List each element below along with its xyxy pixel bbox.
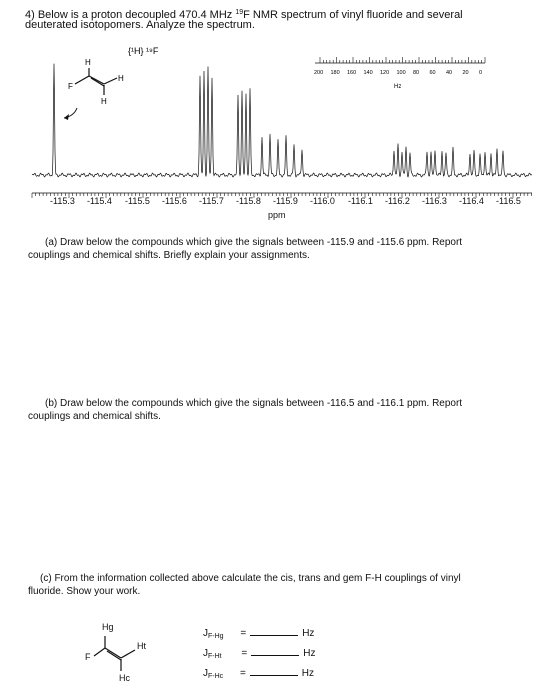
- part-b-line1: (b) Draw below the compounds which give the signals between -116.5 and -116.1 ppm. Report: [45, 398, 463, 409]
- equals-sign: =: [239, 668, 246, 679]
- atom-hc: Hc: [119, 673, 130, 683]
- mol-atom-h-right: H: [118, 74, 124, 83]
- answer-blank-gem[interactable]: [250, 626, 298, 636]
- j-symbol: J: [203, 668, 208, 679]
- ppm-tick-label: -115.4: [87, 196, 112, 206]
- arrow-head-icon: [64, 114, 69, 120]
- atom-f: F: [85, 652, 91, 662]
- hz-scale-bar: [315, 57, 485, 63]
- j-subscript: F-Ht: [208, 653, 222, 660]
- hz-scale-label: 160: [347, 70, 357, 76]
- part-c-line2: fluoride. Show your work.: [28, 586, 141, 597]
- question-text-cont: F NMR spectrum of vinyl fluoride and several: [243, 9, 463, 21]
- ppm-axis-unit: ppm: [268, 210, 286, 220]
- mol-atom-f: F: [68, 82, 73, 91]
- coupling-row-cis: [203, 666, 314, 680]
- labeled-vinyl-fluoride: [85, 618, 165, 690]
- spectrum-trace: [32, 64, 532, 177]
- j-subscript: F-Hg: [208, 633, 224, 640]
- ppm-tick-label: -116.3: [422, 196, 447, 206]
- question-text: Below is a proton decoupled 470.4 MHz: [37, 9, 236, 21]
- hz-scale-label: 180: [330, 70, 340, 76]
- answer-blank-cis[interactable]: [250, 666, 298, 676]
- mol-atom-h-top: H: [85, 58, 91, 67]
- ppm-tick-label: -116.5: [496, 196, 521, 206]
- ppm-tick-label: -115.8: [236, 196, 261, 206]
- j-subscript: F-Hc: [208, 673, 224, 680]
- unit-hz: Hz: [302, 628, 315, 639]
- ppm-tick-labels: [0, 196, 539, 208]
- hz-scale-label: 120: [380, 70, 390, 76]
- hz-scale-label: 20: [462, 70, 469, 76]
- part-a-line1: (a) Draw below the compounds which give the signals between -115.9 and -115.6 ppm. Report: [45, 237, 463, 248]
- part-b-line2: couplings and chemical shifts.: [28, 411, 161, 422]
- hz-scale-label: 140: [363, 70, 373, 76]
- j-symbol: J: [203, 648, 208, 659]
- hz-scale-label: 0: [479, 70, 483, 76]
- j-symbol: J: [203, 628, 208, 639]
- isotope-superscript: 19: [235, 9, 244, 16]
- ppm-tick-label: -115.7: [199, 196, 224, 206]
- vinyl-fluoride-structure: [75, 68, 117, 95]
- equals-sign: =: [241, 648, 248, 659]
- decoupling-label: {¹H} ¹⁹F: [128, 46, 159, 56]
- atom-hg-text: Hg: [102, 622, 114, 632]
- equals-sign: =: [240, 628, 247, 639]
- coupling-row-gem: [203, 626, 314, 640]
- ppm-tick-label: -116.2: [385, 196, 410, 206]
- ppm-tick-label: -115.3: [50, 196, 75, 206]
- coupling-row-trans: [203, 646, 315, 660]
- hz-scale-label: 80: [413, 70, 420, 76]
- hz-scale-label: 200: [314, 70, 324, 76]
- ppm-tick-label: -115.9: [273, 196, 298, 206]
- atom-ht: Ht: [137, 641, 146, 651]
- part-c-line1: (c) From the information collected above calculate the cis, trans and gem F-H couplings of vinyl: [40, 573, 461, 584]
- hz-unit-label: Hz: [394, 84, 402, 90]
- ppm-tick-label: -115.6: [162, 196, 187, 206]
- hz-scale-label: 60: [429, 70, 436, 76]
- ppm-tick-label: -115.5: [125, 196, 150, 206]
- question-intro-line2: deuterated isotopomers. Analyze the spectrum.: [25, 19, 255, 31]
- hz-scale-label: 40: [446, 70, 453, 76]
- unit-hz: Hz: [303, 648, 316, 659]
- unit-hz: Hz: [301, 668, 315, 679]
- ppm-tick-label: -116.1: [348, 196, 373, 206]
- atom-hg: [102, 622, 114, 632]
- hz-scale-label: 100: [396, 70, 406, 76]
- ppm-tick-label: -116.0: [310, 196, 335, 206]
- ppm-tick-label: -116.4: [459, 196, 484, 206]
- answer-blank-trans[interactable]: [251, 646, 299, 656]
- question-number: 4): [25, 9, 35, 21]
- part-a-line2: couplings and chemical shifts. Briefly explain your assignments.: [28, 250, 310, 261]
- mol-atom-h-bottom: H: [101, 97, 107, 106]
